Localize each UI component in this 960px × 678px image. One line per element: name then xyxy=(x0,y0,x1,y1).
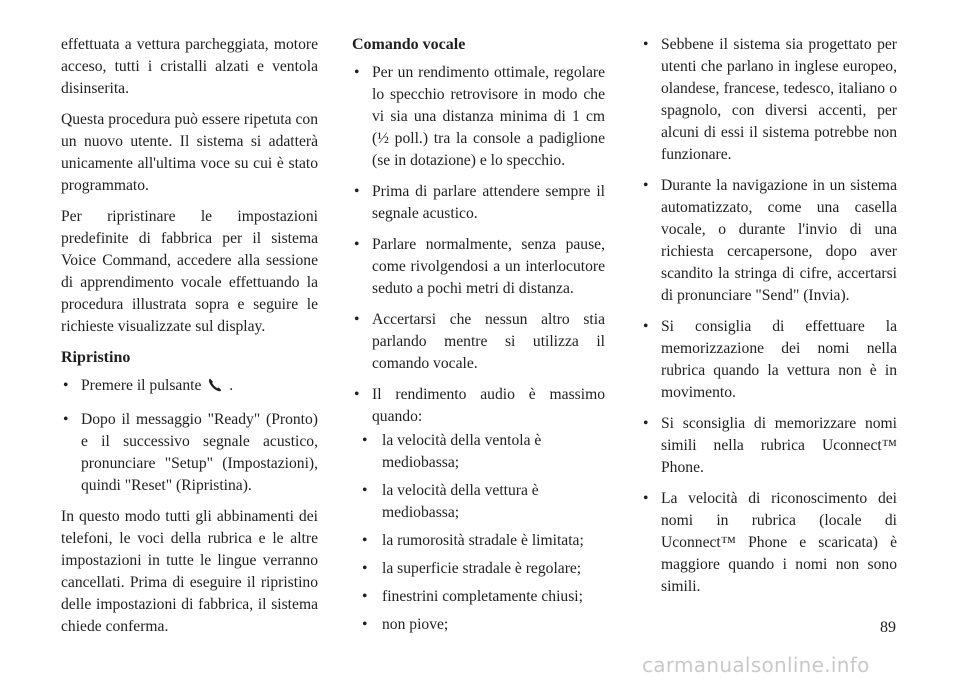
column-right xyxy=(641,34,897,607)
sublist-item: • la velocità della vettura è mediobassa; xyxy=(352,480,605,524)
list-item-text: Il rendimento audio è massimo quando: xyxy=(372,386,605,425)
list-item: • Si consiglia di effettuare la memorizzazione dei nomi nella rubrica quando la vettura non è in movimento. xyxy=(641,316,897,404)
column-middle xyxy=(352,34,605,645)
paragraph-new-user: Questa procedura può essere ripetuta con un nuovo utente. Il sistema si adatterà unicamente all'ultima voce su cui è stato programmato. xyxy=(61,111,318,194)
sublist-item: • la velocità della ventola è mediobassa; xyxy=(352,430,605,474)
list-item: • Parlare normalmente, senza pause, come rivolgendosi a un interlocutore seduto a pochi metri di distanza. xyxy=(352,234,605,300)
watermark: carmanualsonline.info xyxy=(642,653,870,677)
list-item: • Durante la navigazione in un sistema automatizzato, come una casella vocale, o durante l'invio di una richiesta cercapersone, dopo aver scandito la stringa di cifre, accertarsi di pronunciare "Send" (Invia). xyxy=(641,175,897,307)
paragraph-intro: effettuata a vettura parcheggiata, motore acceso, tutti i cristalli alzati e ventola disinserita. xyxy=(61,36,318,97)
step-text: Premere il pulsante xyxy=(81,377,202,394)
list-item xyxy=(352,384,605,636)
phone-icon xyxy=(207,377,223,400)
list-item: • Dopo il messaggio "Ready" (Pronto) e il successivo segnale acustico, pronunciare "Setup" (Impostazioni), quindi "Reset" (Ripristina). xyxy=(61,409,318,497)
heading-comando-vocale: Comando vocale xyxy=(352,36,466,53)
list-item: • Si sconsiglia di memorizzare nomi simili nella rubrica Uconnect™ Phone. xyxy=(641,413,897,479)
page-number: 89 xyxy=(880,619,896,636)
list-item: • Prima di parlare attendere sempre il segnale acustico. xyxy=(352,181,605,225)
sublist-item: • finestrini completamente chiusi; xyxy=(352,586,605,608)
step-text-end: . xyxy=(229,377,234,394)
sublist-item: • la rumorosità stradale è limitata; xyxy=(352,530,605,552)
list-item: • La velocità di riconoscimento dei nomi in rubrica (locale di Uconnect™ Phone e scaricata) è maggiore quando i nomi non sono simili. xyxy=(641,488,897,598)
sublist-item: • la superficie stradale è regolare; xyxy=(352,558,605,580)
list-item: • Sebbene il sistema sia progettato per utenti che parlano in inglese europeo, olandese, francese, tedesco, italiano o spagnolo, con diversi accenti, per alcuni di essi il sistema potrebbe non funzionare. xyxy=(641,34,897,166)
list-item: • Per un rendimento ottimale, regolare lo specchio retrovisore in modo che vi sia una distanza minima di 1 cm (½ poll.) tra la console a padiglione (se in dotazione) e lo specchio. xyxy=(352,62,605,172)
sublist-item: • non piove; xyxy=(352,614,605,636)
recognition-tips-list xyxy=(641,34,897,598)
list-item xyxy=(61,375,318,400)
list-item: • Accertarsi che nessun altro stia parlando mentre si utilizza il comando vocale. xyxy=(352,309,605,375)
reset-steps-list xyxy=(61,375,318,497)
conditions-sublist xyxy=(372,430,605,636)
paragraph-factory-reset: Per ripristinare le impostazioni predefinite di fabbrica per il sistema Voice Command, accedere alla sessione di apprendimento vocale effettuando la procedura illustrata sopra e seguire le richieste visualizzate sul display. xyxy=(61,208,318,335)
voice-tips-list xyxy=(352,62,605,636)
heading-ripristino: Ripristino xyxy=(61,349,131,366)
paragraph-reset-effect: In questo modo tutti gli abbinamenti dei telefoni, le voci della rubrica e le altre impostazioni in tutte le lingue verranno cancellati. Prima di eseguire il ripristino delle impostazioni di fabbrica, il sistema chiede conferma. xyxy=(61,508,318,635)
column-left xyxy=(61,34,318,647)
